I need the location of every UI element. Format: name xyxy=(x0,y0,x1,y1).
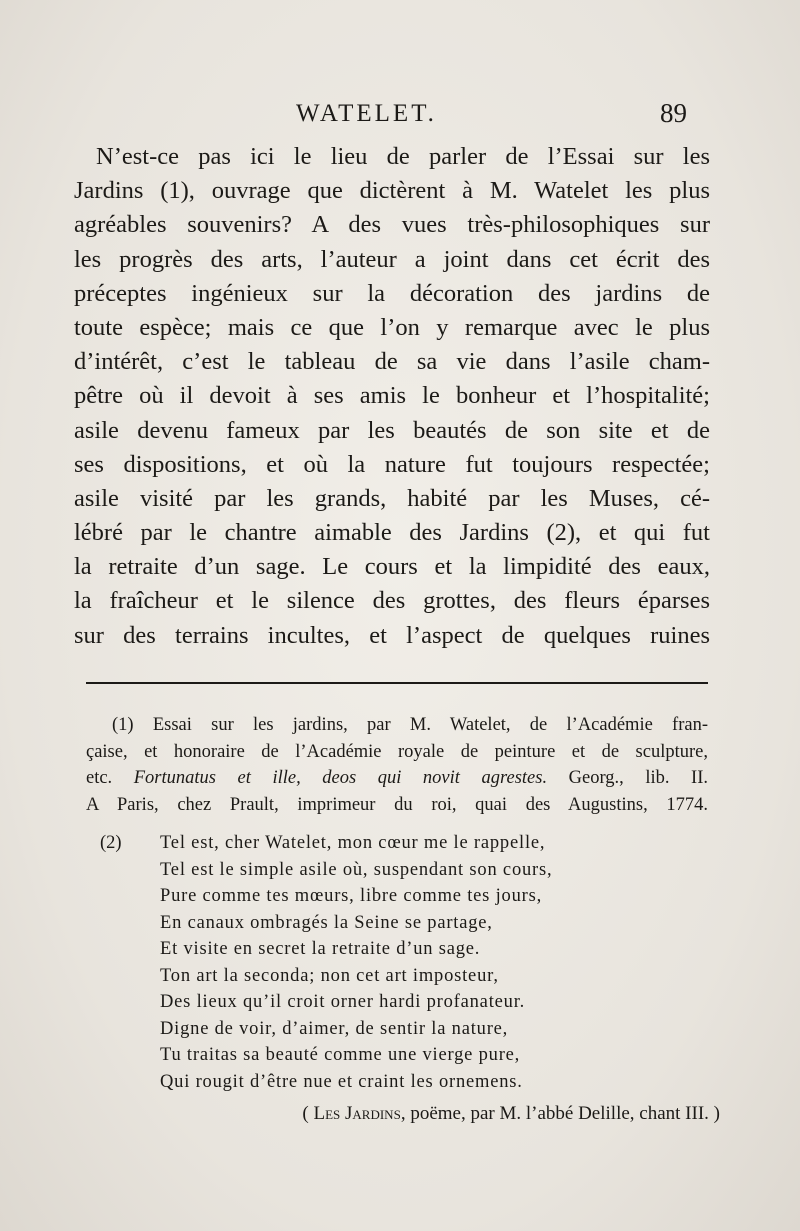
text-line: la retraite d’un sage. Le cours et la limpidité des eaux, xyxy=(74,553,710,581)
page-number: 89 xyxy=(660,98,687,128)
text-line: la fraîcheur et le silence des grottes, des fleurs éparses xyxy=(74,587,710,615)
text-line: agréables souvenirs? A des vues très-philosophiques sur xyxy=(74,211,710,239)
footnote-text: Georg., lib. II. xyxy=(568,768,709,788)
text-line: préceptes ingénieux sur la décoration des jardins de xyxy=(74,279,710,307)
footnote-divider xyxy=(86,682,708,684)
main-paragraph xyxy=(74,140,710,653)
text-line: Jardins (1), ouvrage que dictèrent à M. Watelet les plus xyxy=(74,177,710,205)
text-line: ses dispositions, et où la nature fut toujours respectée; xyxy=(74,450,710,478)
footnote-line: (1) Essai sur les jardins, par M. Watelet, de l’Académie fran- xyxy=(112,715,708,735)
text-line: asile devenu fameux par les beautés de son site et de xyxy=(74,416,710,444)
footnote-line xyxy=(86,765,708,792)
text-line: pêtre où il devoit à ses amis le bonheur et l’hospitalité; xyxy=(74,382,710,410)
text-line: asile visité par les grands, habité par les Muses, cé- xyxy=(74,484,710,512)
footnote-2-poem xyxy=(100,830,720,1095)
poem-verse: Ton art la seconda; non cet art imposteur, xyxy=(160,965,499,986)
running-head: WATELET. xyxy=(296,100,437,127)
footnote-line: A Paris, chez Prault, imprimeur du roi, quai des Augustins, 1774. xyxy=(86,794,708,815)
text-line: sur des terrains incultes, et l’aspect de quelques ruines xyxy=(74,621,710,649)
page-header xyxy=(0,100,800,136)
footnote-line: çaise, et honoraire de l’Académie royale de peinture et de sculpture, xyxy=(86,741,708,762)
attribution-rest: , poëme, par M. l’abbé Delille, chant III. ) xyxy=(400,1103,720,1124)
poem-verse: Pure comme tes mœurs, libre comme tes jours, xyxy=(160,886,543,906)
poem-verse: Qui rougit d’être nue et craint les ornemens. xyxy=(160,1071,523,1092)
poem-attribution xyxy=(302,1103,720,1125)
poem-verse: Des lieux qu’il croit orner hardi profanateur. xyxy=(160,992,526,1012)
attribution-title: Les Jardins xyxy=(313,1103,401,1124)
poem-verse: Tel est le simple asile où, suspendant son cours, xyxy=(160,859,553,880)
poem-verse: Digne de voir, d’aimer, de sentir la nature, xyxy=(160,1018,509,1039)
poem-verse: Et visite en secret la retraite d’un sage. xyxy=(160,939,481,959)
footnote-text: etc. xyxy=(86,768,113,788)
text-line: lébré par le chantre aimable des Jardins (2), et qui fut xyxy=(74,519,710,547)
footnote-1 xyxy=(86,712,708,818)
poem-verse: Tu traitas sa beauté comme une vierge pure, xyxy=(160,1045,521,1065)
poem-verse: En canaux ombragés la Seine se partage, xyxy=(160,912,493,933)
text-line: N’est-ce pas ici le lieu de parler de l’Essai sur les xyxy=(96,143,710,170)
text-line: toute espèce; mais ce que l’on y remarque avec le plus xyxy=(74,313,710,341)
poem-verse: Tel est, cher Watelet, mon cœur me le rappelle, xyxy=(160,833,546,853)
attribution-open: ( xyxy=(302,1103,309,1124)
text-line: d’intérêt, c’est le tableau de sa vie dans l’asile cham- xyxy=(74,348,710,376)
latin-quote: Fortunatus et ille, deos qui novit agrestes. xyxy=(133,768,548,788)
text-line: les progrès des arts, l’auteur a joint dans cet écrit des xyxy=(74,245,710,273)
footnote-marker: (2) xyxy=(100,833,122,853)
